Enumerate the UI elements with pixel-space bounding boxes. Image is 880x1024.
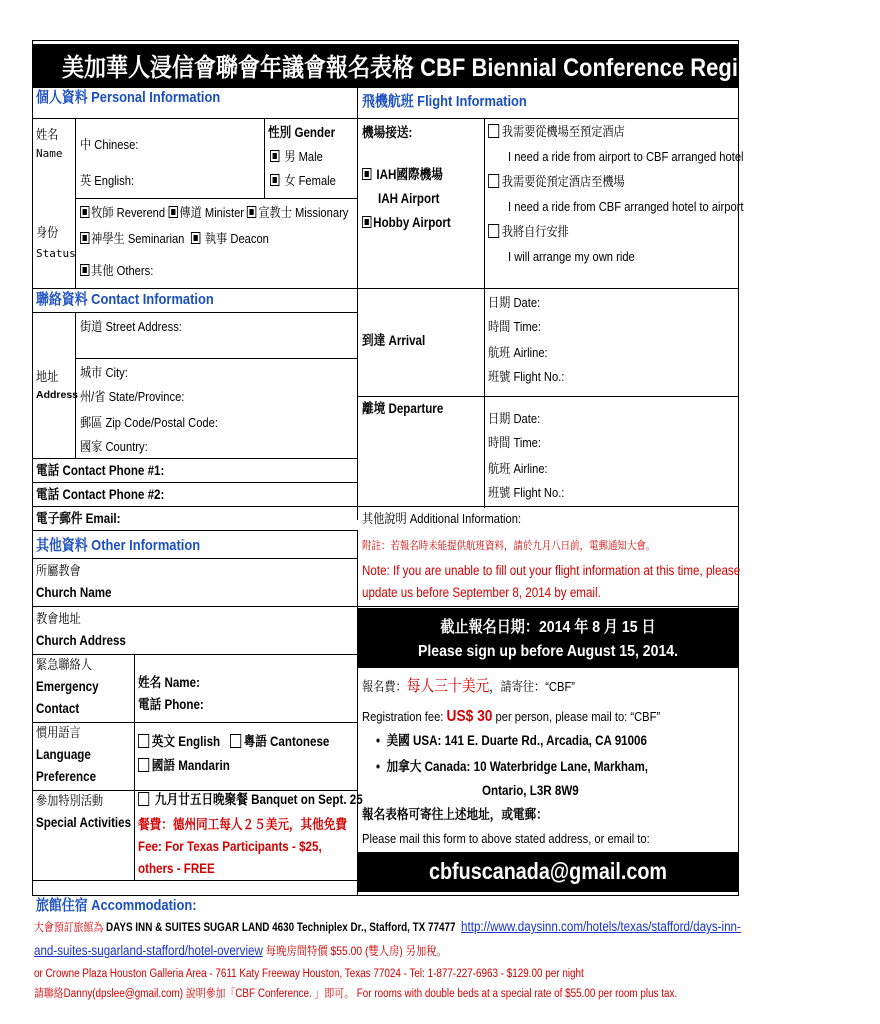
ride-2-label-en: I need a ride from CBF arranged hotel to airport (508, 199, 744, 214)
contact-email[interactable]: cbfuscanada@gmail.com (428, 858, 668, 884)
arrival-label: 到達 Arrival (362, 333, 426, 348)
hotel-price-zh: 每晚房間特價 $55.00 (雙人房) 另加稅。 (262, 944, 447, 958)
email-box (358, 852, 738, 892)
accommodation-heading: 旅館住宿 Accommodation: (36, 897, 197, 914)
usa-address-text: 美國 USA: 141 E. Duarte Rd., Arcadia, CA 91006 (386, 733, 647, 748)
flight-note-en-1: Note: If you are unable to fill out your flight information at this time, please (362, 563, 741, 578)
deacon-label: 執事 Deacon (204, 231, 269, 246)
departure-time-field[interactable]: 時間 Time: (488, 435, 542, 450)
banquet-checkbox[interactable] (138, 792, 149, 806)
ride-2-checkbox[interactable] (488, 174, 499, 188)
ride-option-2[interactable] (488, 174, 625, 189)
status-label-zh: 身份 (36, 225, 59, 240)
special-label-en: Special Activities (36, 815, 132, 830)
ride-option-3[interactable] (488, 224, 569, 239)
departure-date-field[interactable]: 日期 Date: (488, 411, 541, 426)
zip-field[interactable]: 郵區 Zip Code/Postal Code: (80, 415, 218, 430)
language-label-zh: 慣用語言 (36, 725, 81, 740)
registration-form (32, 40, 880, 1016)
reverend-checkbox[interactable] (80, 206, 89, 218)
deadline-box (358, 608, 738, 668)
phone1-field[interactable]: 電話 Contact Phone #1: (36, 463, 165, 478)
flight-note-en-2: update us before September 8, 2014 by email. (362, 585, 601, 600)
ride-3-label-en: I will arrange my own ride (508, 249, 635, 264)
departure-label: 離境 Departure (362, 401, 444, 416)
deacon-checkbox[interactable] (191, 232, 200, 244)
airport-transfer-label: 機場接送: (362, 125, 413, 140)
iah-option[interactable] (362, 168, 443, 183)
banquet-option[interactable] (138, 792, 363, 808)
hotel-link-1[interactable]: http://www.daysinn.com/hotels/texas/stafford/days-inn- (461, 919, 741, 934)
status-label-en: Status (36, 247, 76, 260)
english-checkbox[interactable] (138, 734, 149, 748)
fee-zh-suffix: ，請寄往：“CBF” (489, 679, 576, 694)
emergency-label-en-2: Contact (36, 701, 80, 716)
phone2-field[interactable]: 電話 Contact Phone #2: (36, 487, 165, 502)
church-address-label-en: Church Address (36, 633, 126, 648)
status-row-1 (80, 206, 348, 220)
church-address-label-zh: 教會地址 (36, 611, 81, 626)
iah-label-zh: IAH國際機場 (376, 167, 443, 182)
mandarin-label: 國語 Mandarin (151, 758, 230, 773)
hotel-link-2[interactable]: and-suites-sugarland-stafford/hotel-overview (34, 943, 263, 958)
other-info-heading: 其他資料 Other Information (36, 537, 201, 554)
hotel-line-4: 請聯絡Danny(dpslee@gmail.com) 說明參加「CBF Conference. 」即可。 For rooms with double beds at a special rate of $55.00 per room plus tax. (34, 988, 678, 1000)
gender-male-option[interactable] (270, 150, 323, 164)
name-label-zh: 姓名 (36, 127, 59, 142)
english-name-field[interactable]: 英 English: (80, 173, 135, 188)
banquet-label: 九月廿五日晚聚餐 Banquet on Sept. 25 (154, 792, 363, 807)
fee-en-amount: US$ 30 (446, 708, 493, 725)
church-name-label-zh: 所屬教會 (36, 563, 81, 578)
deadline-en: Please sign up before August 15, 2014. (417, 643, 679, 660)
address-label-en: Address (36, 389, 79, 401)
departure-flight-no-field[interactable]: 班號 Flight No.: (488, 485, 565, 500)
meal-fee-zh: 餐費：德州同工每人２５美元，其他免費 (138, 817, 347, 832)
fee-zh-amount: 每人三十美元 (406, 678, 490, 695)
ride-3-label-zh: 我將自行安排 (501, 224, 569, 239)
language-row-1 (138, 734, 329, 750)
language-label-en-1: Language (36, 747, 91, 762)
state-field[interactable]: 州/省 State/Province: (80, 389, 185, 404)
hotel-line-3: or Crowne Plaza Houston Galleria Area - 7611 Katy Freeway Houston, Texas 77024 - Tel: 1-877-227-6963 - $129.00 per night (34, 968, 584, 980)
minister-checkbox[interactable] (168, 206, 177, 218)
contact-info-heading: 聯絡資料 Contact Information (36, 291, 214, 308)
gender-label: 性別 Gender (268, 125, 336, 140)
hotel-intro-zh: 大會預訂旅館為 (34, 922, 106, 934)
personal-info-heading: 個人資料 Personal Information (36, 89, 221, 106)
address-label-zh: 地址 (36, 369, 59, 384)
ride-1-label-en: I need a ride from airport to CBF arranged hotel (508, 149, 744, 164)
name-label-en: Name (36, 147, 63, 160)
female-label: 女 Female (284, 173, 336, 188)
cantonese-label: 粵語 Cantonese (243, 734, 330, 749)
mail-instructions-zh: 報名表格可寄往上述地址，或電郵： (362, 807, 548, 822)
status-row-2 (80, 232, 269, 246)
gender-female-option[interactable] (270, 174, 336, 188)
fee-en-1: Fee: For Texas Participants - $25, (138, 839, 322, 854)
ride-1-checkbox[interactable] (488, 124, 499, 138)
language-label-en-2: Preference (36, 769, 97, 784)
language-row-2 (138, 758, 230, 774)
hobby-checkbox[interactable] (362, 216, 371, 228)
email-field[interactable]: 電子郵件 Email: (36, 511, 121, 526)
canada-address: • 加拿大 Canada: 10 Waterbridge Lane, Markham, (376, 759, 649, 774)
flight-note-zh: 附註：若報名時未能提供航班資料，請於九月八日前，電郵通知大會。 (362, 540, 656, 552)
canada-address-text-2: Ontario, L3R 8W9 (482, 783, 579, 798)
iah-label-en: IAH Airport (378, 191, 440, 206)
status-row-3 (80, 264, 153, 278)
fee-en-2: others - FREE (138, 861, 215, 876)
missionary-label: 宣教士 Missionary (258, 205, 349, 220)
male-checkbox[interactable] (270, 150, 279, 162)
additional-info-field[interactable]: 其他說明 Additional Information: (362, 511, 522, 526)
emergency-name-field[interactable]: 姓名 Name: (138, 675, 200, 690)
hobby-option[interactable] (362, 216, 451, 231)
seminarian-label: 神學生 Seminarian (91, 231, 185, 246)
hotel-line-1 (34, 920, 741, 935)
fee-zh-prefix: 報名費： (362, 679, 407, 694)
emergency-label-en-1: Emergency (36, 679, 99, 694)
departure-airline-field[interactable]: 航班 Airline: (488, 461, 548, 476)
ride-3-checkbox[interactable] (488, 224, 499, 238)
arrival-date-field[interactable]: 日期 Date: (488, 295, 541, 310)
arrival-time-field[interactable]: 時間 Time: (488, 319, 542, 334)
ride-1-label-zh: 我需要從機場至預定酒店 (501, 124, 625, 139)
seminarian-checkbox[interactable] (80, 232, 89, 244)
others-checkbox[interactable] (80, 264, 89, 276)
flight-info-heading: 飛機航班 Flight Information (362, 93, 527, 110)
male-label: 男 Male (284, 149, 323, 164)
form-title: 美加華人浸信會聯會年議會報名表格 CBF Biennial Conference Registration Form (62, 54, 880, 82)
hobby-label: Hobby Airport (373, 215, 451, 230)
emergency-label-zh: 緊急聯絡人 (36, 657, 92, 672)
minister-label: 傳道 Minister (179, 205, 245, 220)
reverend-label: 牧師 Reverend (91, 205, 166, 220)
deadline-zh: 截止報名日期：2014 年 8 月 15 日 (440, 619, 656, 636)
cantonese-checkbox[interactable] (230, 734, 241, 748)
ride-2-label-zh: 我需要從預定酒店至機場 (501, 174, 625, 189)
hotel-name: DAYS INN & SUITES SUGAR LAND 4630 Techniplex Dr., Stafford, TX 77477 (105, 922, 456, 934)
fee-en-prefix: Registration fee: (362, 709, 447, 724)
canada-address-text-1: 加拿大 Canada: 10 Waterbridge Lane, Markham, (386, 759, 649, 774)
arrival-airline-field[interactable]: 航班 Airline: (488, 345, 548, 360)
chinese-name-field[interactable]: 中 Chinese: (80, 137, 139, 152)
arrival-flight-no-field[interactable]: 班號 Flight No.: (488, 369, 565, 384)
mandarin-checkbox[interactable] (138, 758, 149, 772)
fee-line-en (362, 708, 660, 726)
usa-address: • 美國 USA: 141 E. Duarte Rd., Arcadia, CA 91006 (376, 733, 647, 748)
female-checkbox[interactable] (270, 174, 279, 186)
fee-line-zh (362, 678, 575, 696)
iah-checkbox[interactable] (362, 168, 371, 180)
missionary-checkbox[interactable] (247, 206, 256, 218)
fee-en-suffix: per person, please mail to: “CBF” (492, 709, 661, 724)
street-address-field[interactable]: 街道 Street Address: (80, 319, 182, 334)
english-label: 英文 English (151, 734, 221, 749)
city-field[interactable]: 城市 City: (80, 365, 128, 380)
hotel-line-2 (34, 944, 447, 959)
church-name-label-en: Church Name (36, 585, 112, 600)
mail-instructions-en: Please mail this form to above stated address, or email to: (362, 831, 650, 846)
special-label-zh: 參加特別活動 (36, 793, 104, 808)
form-title-bar (32, 44, 880, 88)
emergency-phone-field[interactable]: 電話 Phone: (138, 697, 204, 712)
ride-option-1[interactable] (488, 124, 625, 139)
country-field[interactable]: 國家 Country: (80, 439, 148, 454)
others-label[interactable]: 其他 Others: (91, 263, 154, 278)
